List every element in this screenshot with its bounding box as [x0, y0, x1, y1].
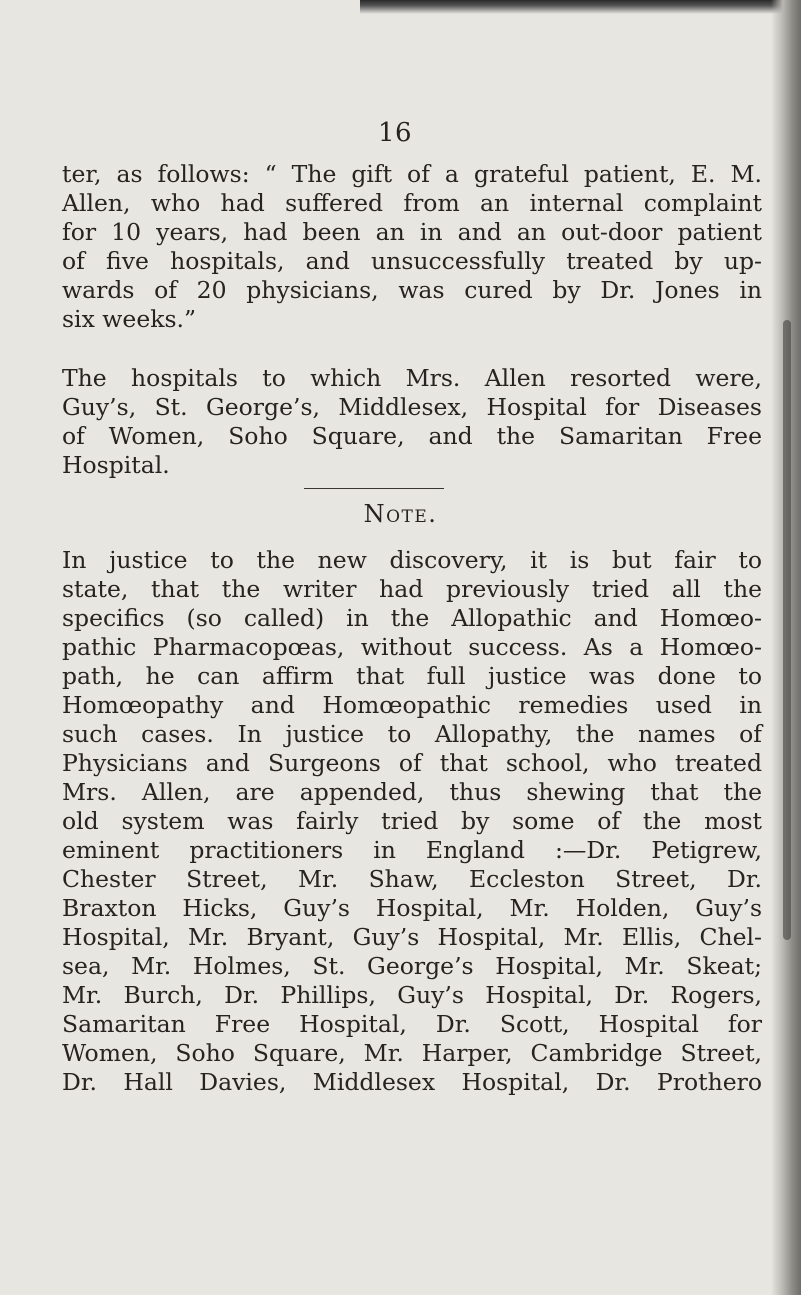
text-line: Women, Soho Square, Mr. Harper, Cambridge Street,: [62, 1039, 762, 1067]
text-line: In justice to the new discovery, it is but fair to: [62, 546, 762, 574]
section-divider: [304, 488, 444, 489]
text-line: wards of 20 physicians, was cured by Dr. Jones in: [62, 276, 762, 304]
text-line: Hospital, Mr. Bryant, Guy’s Hospital, Mr. Ellis, Chel-: [62, 923, 762, 951]
text-line: Mrs. Allen, are appended, thus shewing that the: [62, 778, 762, 806]
paragraph-note: [62, 546, 762, 1097]
text-line: Allen, who had suffered from an internal complaint: [62, 189, 762, 217]
text-line: of Women, Soho Square, and the Samaritan Free: [62, 422, 762, 450]
text-line: Chester Street, Mr. Shaw, Eccleston Street, Dr.: [62, 865, 762, 893]
text-line: Homœopathy and Homœopathic remedies used in: [62, 691, 762, 719]
text-line: six weeks.”: [62, 305, 197, 333]
text-line: for 10 years, had been an in and an out-door patient: [62, 218, 762, 246]
text-line: Hospital.: [62, 451, 170, 479]
text-line: ter, as follows: “ The gift of a grateful patient, E. M.: [62, 160, 762, 188]
paragraph-testimonial: [62, 160, 762, 334]
text-line: eminent practitioners in England :—Dr. Petigrew,: [62, 836, 762, 864]
text-line: Physicians and Surgeons of that school, who treated: [62, 749, 762, 777]
paragraph-hospitals: [62, 364, 762, 480]
text-line: Mr. Burch, Dr. Phillips, Guy’s Hospital, Dr. Rogers,: [62, 981, 762, 1009]
text-line: old system was fairly tried by some of the most: [62, 807, 762, 835]
text-line: state, that the writer had previously tried all the: [62, 575, 762, 603]
text-line: Samaritan Free Hospital, Dr. Scott, Hospital for: [62, 1010, 762, 1038]
text-line: specifics (so called) in the Allopathic and Homœo-: [62, 604, 762, 632]
section-heading: Note.: [363, 500, 438, 528]
text-line: Guy’s, St. George’s, Middlesex, Hospital for Diseases: [62, 393, 762, 421]
text-line: pathic Pharmacopœas, without success. As a Homœo-: [62, 633, 762, 661]
text-line: path, he can affirm that full justice was done to: [62, 662, 762, 690]
text-line: Braxton Hicks, Guy’s Hospital, Mr. Holden, Guy’s: [62, 894, 762, 922]
text-line: of five hospitals, and unsuccessfully treated by up-: [62, 247, 762, 275]
text-line: such cases. In justice to Allopathy, the names of: [62, 720, 762, 748]
scan-top-shadow: [360, 0, 801, 14]
text-line: Dr. Hall Davies, Middlesex Hospital, Dr. Prothero: [62, 1068, 762, 1096]
scan-binding-shadow: [783, 320, 791, 940]
text-line: The hospitals to which Mrs. Allen resorted were,: [62, 364, 762, 392]
page-number: 16: [378, 118, 413, 148]
text-line: sea, Mr. Holmes, St. George’s Hospital, Mr. Skeat;: [62, 952, 762, 980]
